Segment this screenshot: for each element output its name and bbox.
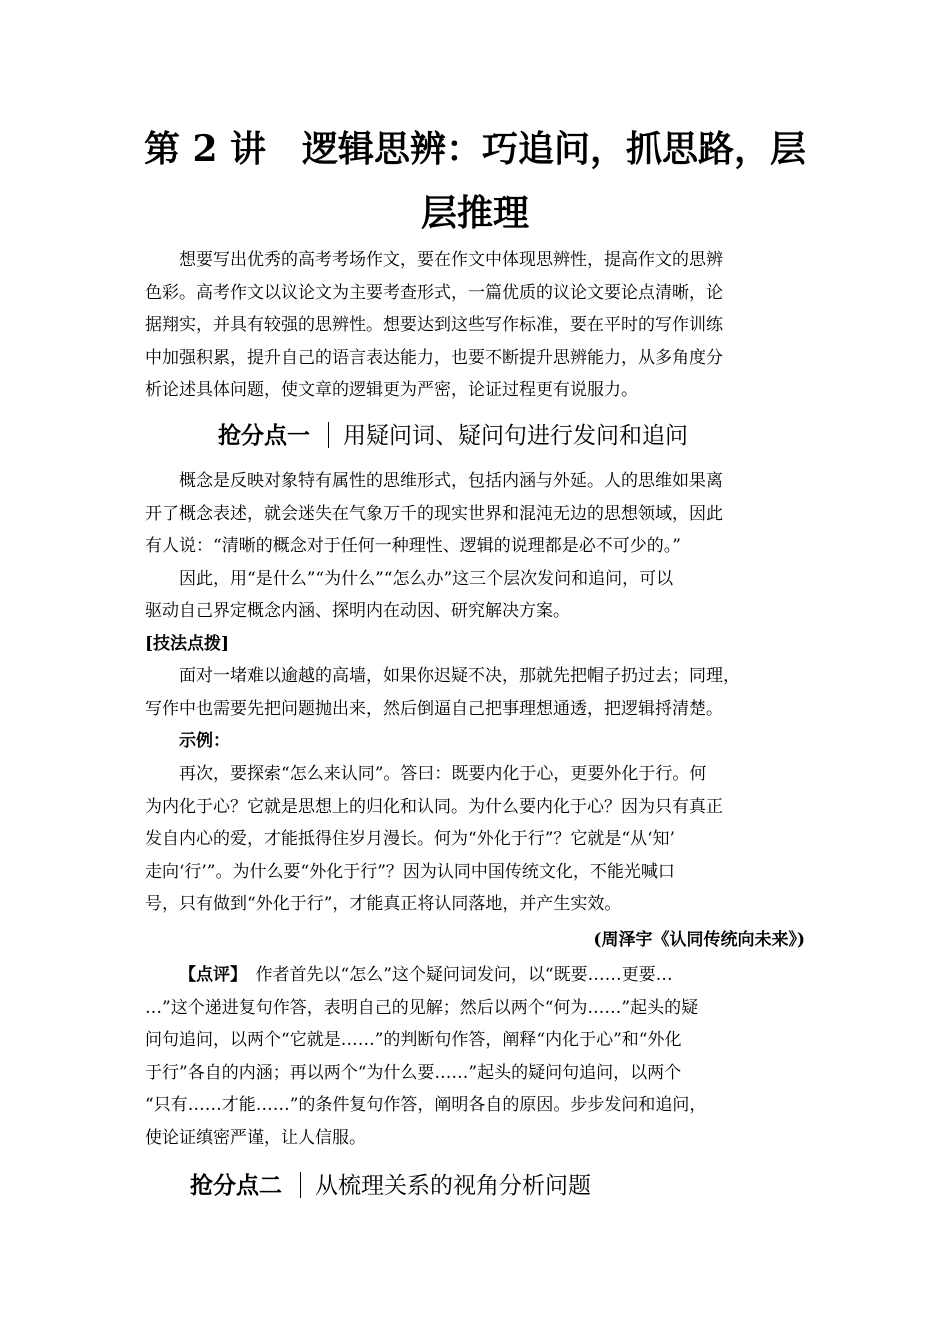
intro-paragraph [145, 244, 825, 407]
section-heading-1-subtitle: 用疑问词、疑问句进行发问和追问 [343, 423, 688, 449]
example-label: 示例： [145, 731, 230, 751]
heading-divider [328, 422, 329, 448]
section-heading-2-subtitle: 从梳理关系的视角分析问题 [315, 1173, 591, 1199]
concept-line: 有人说：“清晰的概念对于任何一种理性、逻辑的说理都是必不可少的。” [145, 536, 681, 556]
example-line: 再次，要探索“怎么来认同”。答曰：既要内化于心，更要外化于行。何 [145, 764, 707, 784]
comment-line: “只有……才能……”的条件复句作答，阐明各自的原因。步步发问和追问， [145, 1095, 707, 1115]
page-title-line-1: 第 2 讲 逻辑思辨：巧追问，抓思路，层 [143, 128, 807, 170]
comment-line: …”这个递进复句作答，表明自己的见解；然后以两个“何为……”起头的疑 [145, 997, 699, 1018]
comment-line: 使论证缜密严谨，让人信服。 [145, 1127, 366, 1148]
tip-label: [技法点拨] [145, 633, 230, 654]
intro-line: 色彩。高考作文以议论文为主要考查形式，一篇优质的议论文要论点清晰，论 [145, 282, 723, 303]
concept-paragraph [145, 465, 825, 758]
example-line: 走向‘行’”。为什么要“外化于行”？因为认同中国传统文化，不能光喊口 [145, 861, 675, 882]
comment-line: 于行”各自的内涵；再以两个“为什么要……”起头的疑问句追问，以两个 [145, 1062, 682, 1083]
section-heading-1-lead: 抢分点一 [218, 423, 310, 449]
tip-line: 写作中也需要先把问题抛出来，然后倒逼自己把事理想通透，把逻辑捋清楚。 [145, 698, 723, 719]
comment-line: 问句追问，以两个“它就是……”的判断句作答，阐释“内化于心”和“外化 [145, 1030, 682, 1050]
comment-label: 【点评】 [179, 965, 239, 985]
example-line: 发自内心的爱，才能抵得住岁月漫长。何为“外化于行”？它就是“从‘知’ [145, 829, 675, 849]
tip-line: 面对一堵难以逾越的高墙，如果你迟疑不决，那就先把帽子扔过去；同理， [145, 666, 740, 686]
example-line: 号，只有做到“外化于行”，才能真正将认同落地，并产生实效。 [145, 894, 622, 914]
intro-line: 据翔实，并具有较强的思辨性。想要达到这些写作标准，要在平时的写作训练 [145, 315, 723, 335]
intro-line: 析论述具体问题，使文章的逻辑更为严密，论证过程更有说服力。 [145, 380, 638, 400]
comment-line: 作者首先以“怎么”这个疑问词发问，以“既要……更要… [238, 965, 673, 985]
intro-line: 想要写出优秀的高考考场作文，要在作文中体现思辨性，提高作文的思辨 [145, 250, 723, 270]
heading-divider [300, 1172, 301, 1198]
intro-line: 中加强积累，提升自己的语言表达能力，也要不断提升思辨能力，从多角度分 [145, 347, 723, 368]
comment-paragraph [145, 959, 825, 1154]
section-heading-1 [218, 420, 688, 452]
example-line: 为内化于心？它就是思想上的归化和认同。为什么要内化于心？因为只有真正 [145, 796, 723, 817]
concept-line: 开了概念表述，就会迷失在气象万千的现实世界和混沌无边的思想领域，因此 [145, 503, 723, 524]
page-title-line-2: 层推理 [420, 192, 529, 234]
example-source: (周泽宇《认同传统向未来》) [593, 930, 805, 950]
example-paragraph [145, 758, 825, 921]
concept-line: 驱动自己界定概念内涵、探明内在动因、研究解决方案。 [145, 601, 570, 621]
concept-line: 因此，用“是什么”“为什么”“怎么办”这三个层次发问和追问，可以 [145, 568, 674, 589]
section-heading-2 [190, 1170, 591, 1202]
section-heading-2-lead: 抢分点二 [190, 1173, 282, 1199]
concept-line: 概念是反映对象特有属性的思维形式，包括内涵与外延。人的思维如果离 [145, 471, 723, 491]
